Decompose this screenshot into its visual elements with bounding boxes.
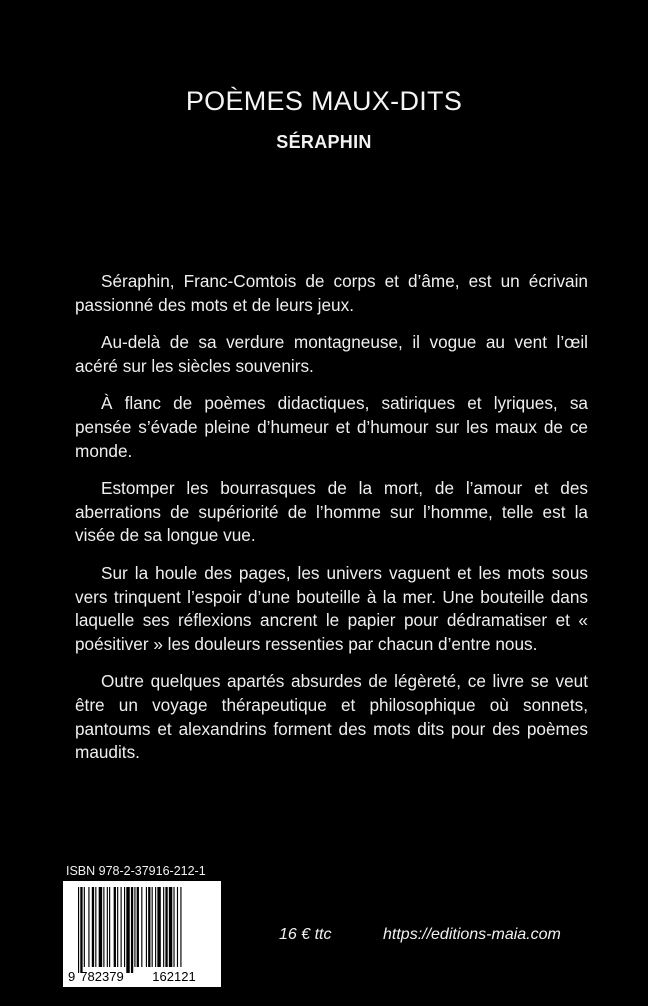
barcode-bar (80, 887, 82, 973)
barcode-digit-prefix: 9 (68, 969, 76, 984)
barcode-bar (126, 887, 129, 973)
barcode-bar (163, 887, 164, 967)
price-label: 16 € ttc (279, 926, 332, 943)
blurb-paragraph: Estomper les bourrasques de la mort, de l’amour et des aberrations de supériorité de l’homme sur l’homme, telle est la visée de sa longue vue. (75, 478, 588, 546)
barcode-bar (78, 887, 79, 973)
barcode-bar (84, 887, 85, 967)
barcode-bar (117, 887, 118, 967)
barcode-bar (99, 887, 102, 967)
barcode-bar (131, 887, 133, 973)
blurb-paragraph: Sur la houle des pages, les univers vaguent et les mots sous vers trinquent l’espoir d’une bouteille à la mer. Une bouteille dans laquelle ses réflexions ancrent le papier pour dédramatiser et « poésitiver » les douleurs ressenties par chacun d’entre nous. (75, 562, 588, 654)
barcode-bar (114, 887, 116, 967)
barcode-bar (180, 887, 181, 967)
barcode-bar (95, 887, 96, 967)
publisher-website[interactable]: https://editions-maia.com (383, 926, 561, 943)
barcode-bar (109, 887, 110, 967)
barcode-bars (78, 887, 182, 973)
barcode-graphic (63, 881, 221, 987)
barcode (63, 881, 221, 987)
barcode-bar (165, 887, 167, 967)
blurb-paragraph: À flanc de poèmes didactiques, satiriques et lyriques, sa pensée s’évade pleine d’humeur et d’humour sur les maux de ce monde. (75, 393, 588, 461)
barcode-bar (103, 887, 104, 967)
barcode-bar (169, 887, 172, 967)
barcode-bar (157, 887, 160, 967)
barcode-digits-left: 782379 (80, 969, 124, 984)
barcode-bar (173, 887, 174, 967)
barcode-bar (134, 887, 135, 967)
barcode-bar (148, 887, 150, 967)
barcode-bar (141, 887, 142, 967)
blurb-paragraph: Séraphin, Franc-Comtois de corps et d’âme, est un écrivain passionné des mots et de leurs jeux. (75, 271, 588, 315)
barcode-bar (121, 887, 122, 967)
barcode-bar (155, 887, 156, 967)
back-cover-blurb (75, 270, 588, 779)
blurb-paragraph: Au-delà de sa verdure montagneuse, il vogue au vent l’œil acéré sur les siècles souvenirs. (75, 332, 588, 376)
barcode-bar (124, 887, 125, 967)
barcode-bar (137, 887, 139, 967)
barcode-bar (146, 887, 147, 967)
barcode-bar (107, 887, 108, 967)
barcode-bar (177, 887, 178, 967)
blurb-paragraph: Outre quelques apartés absurdes de légèreté, ce livre se veut être un voyage thérapeutique et philosophique où sonnets, pantoums et alexandrins forment des mots dits pour des poèmes maudits. (75, 671, 588, 763)
isbn-label: ISBN 978-2-37916-212-1 (66, 864, 206, 878)
book-title: POÈMES MAUX-DITS (185, 86, 463, 116)
barcode-bar (92, 887, 94, 967)
barcode-bar (152, 887, 153, 967)
barcode-digits-right: 162121 (152, 969, 196, 984)
barcode-bar (88, 887, 89, 967)
author-name: SÉRAPHIN (276, 132, 372, 152)
